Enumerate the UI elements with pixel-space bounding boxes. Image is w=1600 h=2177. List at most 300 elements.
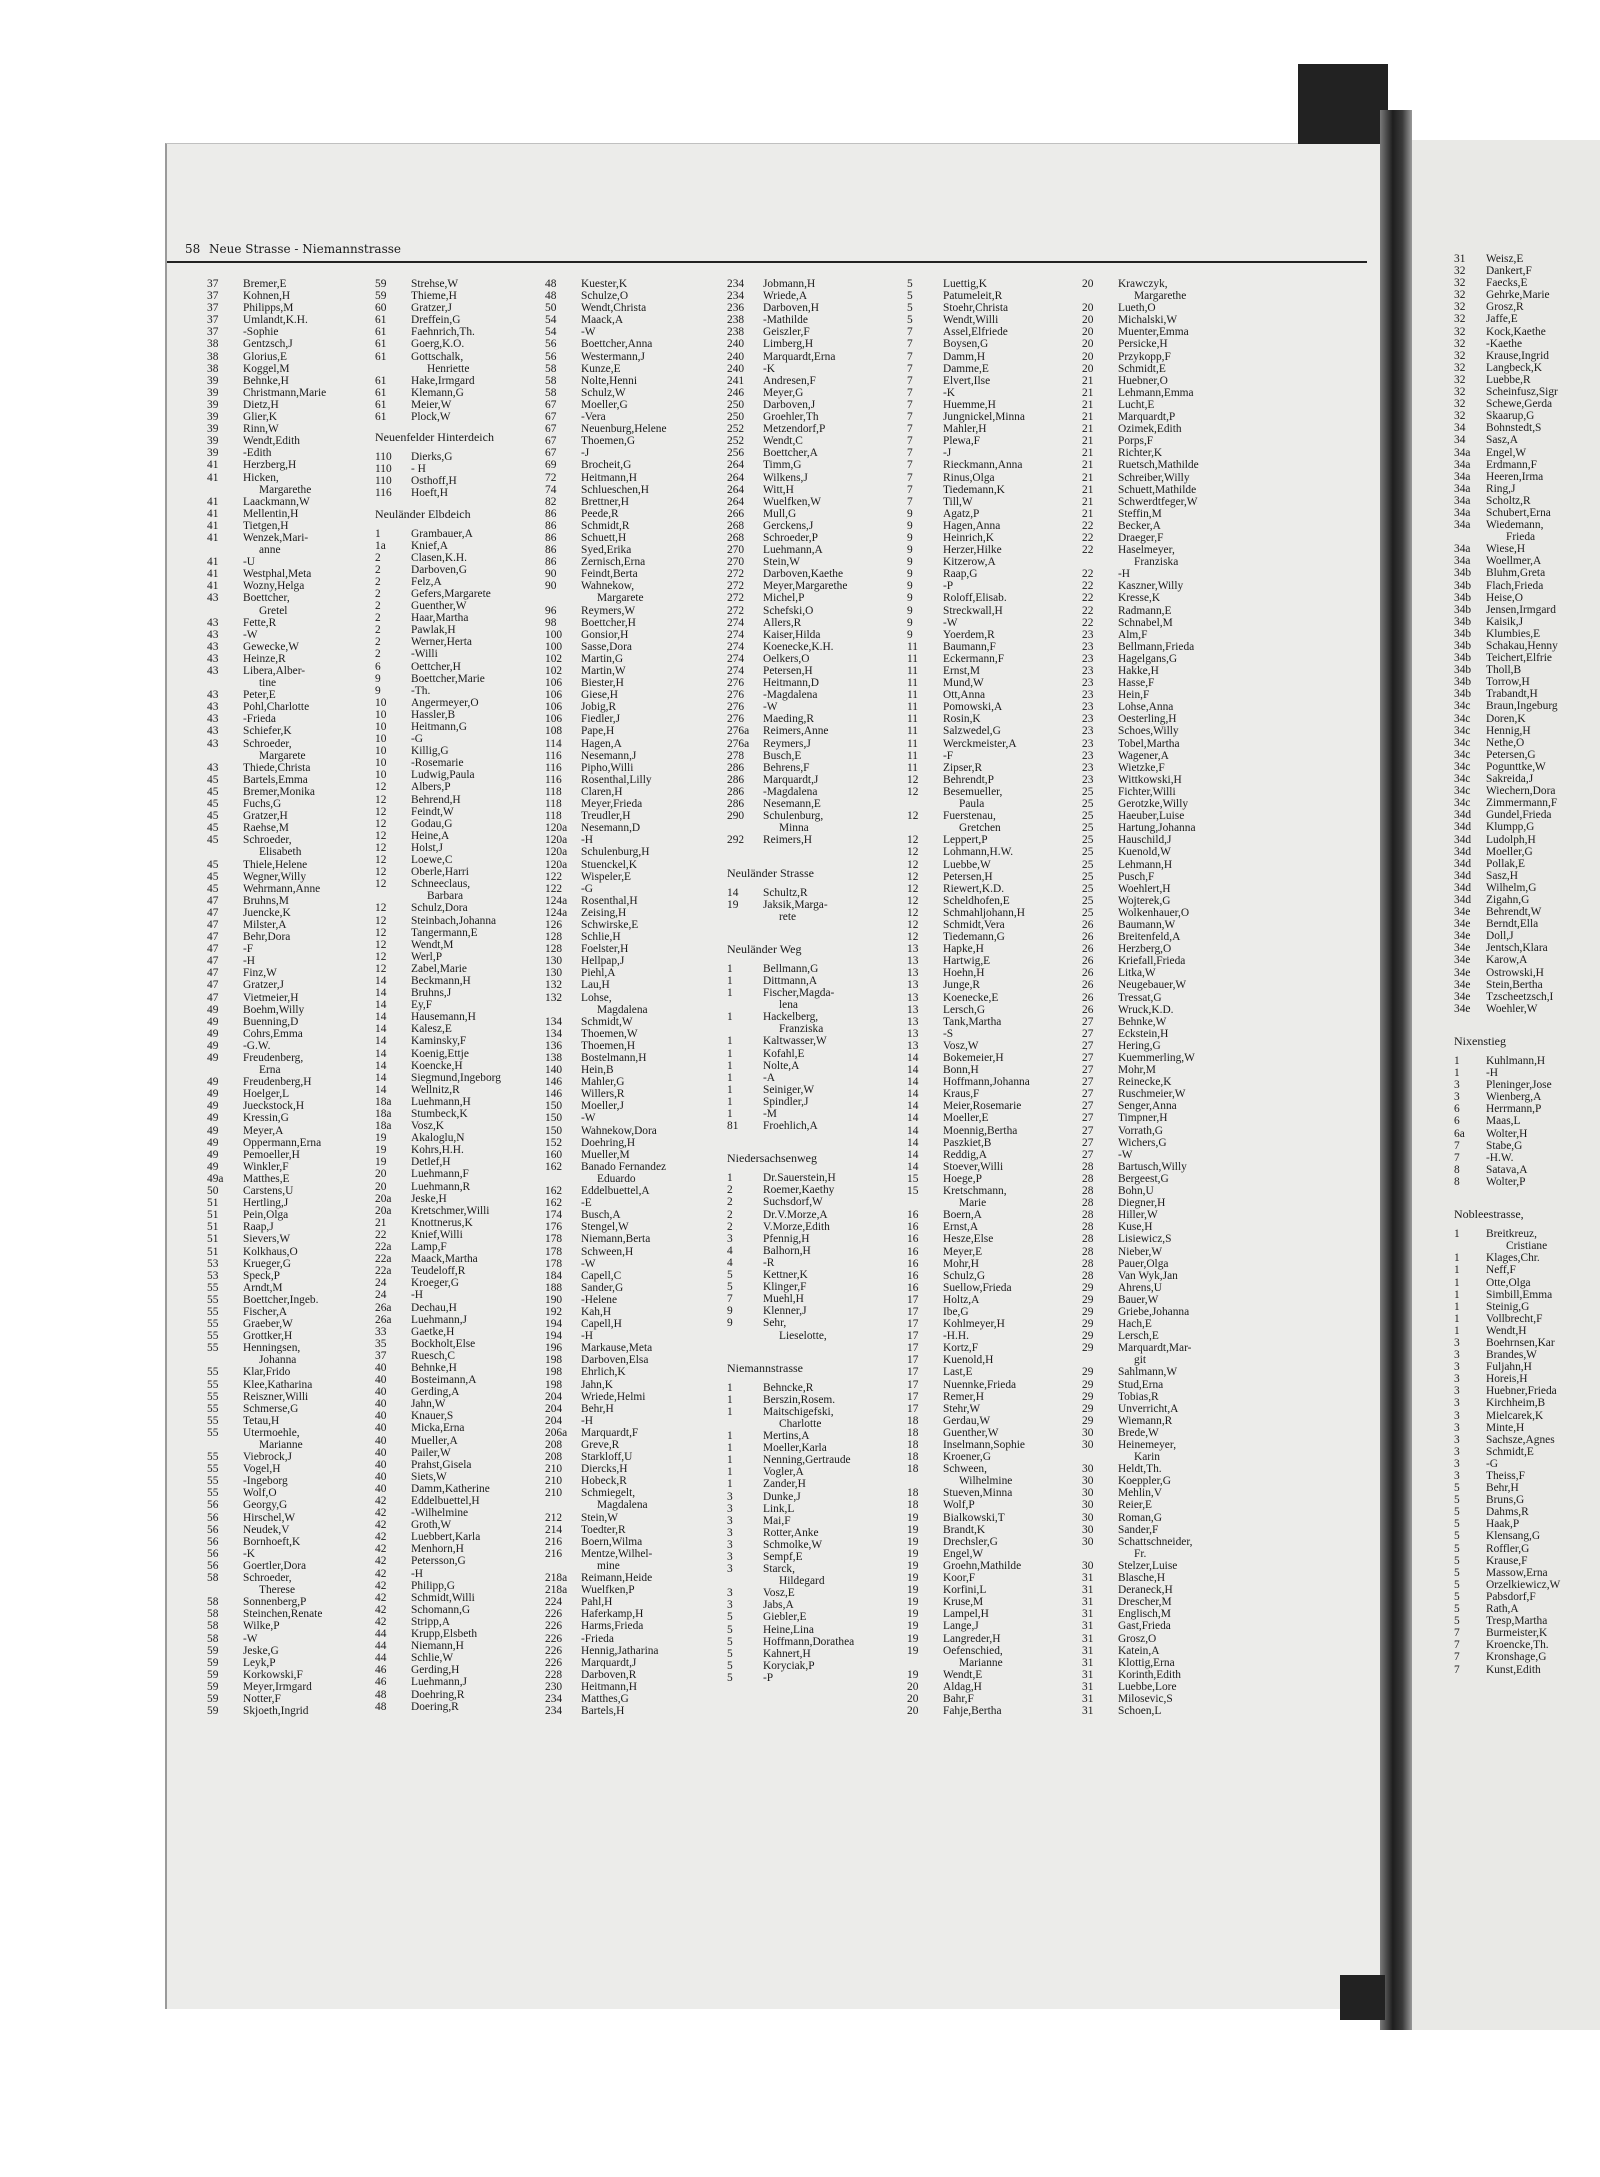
resident-name: Finz,W [243,967,277,980]
resident-name: Persicke,H [1118,338,1168,351]
resident-name: Meyer,Margarethe [763,580,848,593]
resident-name: Eckstein,H [1118,1027,1169,1040]
directory-entry [727,1417,822,1430]
house-number: 22 [1082,604,1094,617]
house-number: 28 [1082,1257,1094,1270]
directory-entry [1454,1651,1547,1664]
house-number: 27 [1082,1076,1094,1089]
house-number: 31 [1082,1692,1094,1705]
resident-name: Schwerdtfeger,W [1118,495,1198,508]
house-number: 47 [207,931,219,944]
house-number: 9 [907,580,913,593]
house-number: 82 [545,495,557,508]
house-number: 39 [207,374,219,387]
resident-name: Litka,W [1118,967,1156,980]
directory-entry [375,1604,494,1616]
resident-name: Schuett,Mathilde [1118,483,1197,496]
resident-name: Schmerse,G [243,1402,299,1415]
house-number: 226 [545,1644,563,1657]
house-number: 276 [727,689,745,702]
house-number: 13 [907,991,919,1004]
house-number: 106 [545,701,563,714]
resident-name: Hildegard [779,1575,825,1588]
house-number: 37 [375,1349,387,1362]
resident-name: Pawlak,H [411,624,456,637]
house-number: 4 [727,1256,733,1269]
resident-name: Herzberg,O [1118,943,1172,956]
resident-name: Kretschmer,Willi [411,1204,490,1217]
resident-name: Kaminsky,F [411,1035,467,1048]
house-number: 162 [545,1160,563,1173]
resident-name: Skaarup,G [1486,410,1535,423]
house-number: 14 [375,999,387,1012]
resident-name: Pein,Olga [243,1209,289,1222]
resident-name: -E [581,1197,592,1210]
directory-entry [727,435,817,447]
resident-name: Jeske,H [411,1192,447,1205]
house-number: 46 [375,1676,387,1689]
house-number: 23 [1082,761,1094,774]
house-number: 252 [727,423,745,436]
house-number: 124a [545,894,568,907]
resident-name: Horeis,H [1486,1373,1528,1386]
house-number: 26 [1082,967,1094,980]
house-number: 12 [907,834,919,847]
resident-name: Schlie,H [581,931,621,944]
resident-name: Vogel,H [243,1463,281,1476]
resident-name: Margarete [597,592,644,605]
house-number: 218a [545,1584,568,1597]
resident-name: Vollbrecht,F [1486,1312,1543,1325]
resident-name: Freudenberg,H [243,1076,312,1089]
resident-name: Magdalena [597,1003,648,1016]
resident-name: Wriede,Helmi [581,1390,646,1403]
resident-name: Pabsdorf,F [1486,1590,1536,1603]
resident-name: Alm,F [1118,628,1148,641]
directory-entry [375,600,494,612]
house-number: 128 [545,943,563,956]
resident-name: Koeppler,G [1118,1475,1171,1488]
directory-entry [1454,410,1535,423]
resident-name: Darboven,G [411,563,467,576]
house-number: 12 [907,894,919,907]
directory-entry [727,1132,817,1144]
house-number: 1 [727,1011,733,1024]
directory-entry [1454,325,1546,338]
resident-name: Torrow,H [1486,676,1530,689]
resident-name: Wittkowski,H [1118,773,1182,786]
house-number: 29 [1082,1330,1094,1343]
resident-name: Ludolph,H [1486,833,1536,846]
house-number: 56 [207,1511,219,1524]
resident-name: Wiese,H [1486,543,1526,556]
resident-name: Kock,Kaethe [1486,325,1546,338]
resident-name: Hagen,A [581,737,622,750]
resident-name: Angermeyer,O [411,696,479,709]
resident-name: Nenning,Gertraude [763,1454,851,1467]
resident-name: Klee,Katharina [243,1378,313,1391]
resident-name: -H [1118,568,1131,581]
resident-name: Boettcher,Ingeb. [243,1293,319,1306]
resident-name: Minna [779,822,809,835]
resident-name: Kroencke,Th. [1486,1639,1549,1652]
house-number: 11 [907,725,918,738]
resident-name: Wilhelm,G [1486,881,1537,894]
directory-entry [375,878,494,890]
resident-name: Dreffein,G [411,314,461,327]
house-number: 26 [1082,955,1094,968]
resident-name: Wriede,A [763,290,808,303]
resident-name: Milosevic,S [1118,1692,1173,1705]
resident-name: Oelkers,O [763,652,810,665]
resident-name: Link,L [763,1502,795,1515]
house-number: 20 [375,1168,387,1181]
house-number: 7 [1454,1139,1460,1152]
resident-name: Kaszner,Willy [1118,580,1184,593]
house-number: 45 [207,798,219,811]
resident-name: Dankert,F [1486,265,1532,278]
house-number: 34a [1454,494,1471,507]
directory-entry [375,1023,494,1035]
house-number: 61 [375,314,387,327]
directory-entry [1454,1373,1528,1386]
house-number: 32 [1454,277,1466,290]
resident-name: Reymers,W [581,604,636,617]
directory-entry [1454,277,1528,290]
resident-name: Pusch,F [1118,870,1155,883]
house-number: 228 [545,1668,563,1681]
resident-name: Korinth,Edith [1118,1668,1181,1681]
directory-entry [727,898,828,911]
directory-entry [727,314,817,326]
resident-name: Fr. [1134,1547,1147,1560]
directory-entry [375,552,494,564]
house-number: 18a [375,1095,392,1108]
resident-name: Wuelfken,P [581,1584,635,1597]
directory-entry [1454,1409,1544,1422]
resident-name: Koenecke,E [943,991,999,1004]
resident-name: Bohn,U [1118,1185,1154,1198]
resident-name: Mund,W [943,677,984,690]
resident-name: Siegmund,Ingeborg [411,1071,501,1084]
house-number: 7 [907,374,913,387]
resident-name: Eddelbuettel,A [581,1185,650,1198]
directory-entry [1454,1264,1524,1276]
resident-name: Streckwall,H [943,604,1003,617]
house-number: 34c [1454,797,1471,810]
resident-name: Schulz,Dora [411,902,468,915]
directory-entry [727,999,817,1011]
resident-name: Karow,A [1486,954,1528,967]
resident-name: Drescher,M [1118,1596,1172,1609]
resident-name: Ibe,G [943,1305,969,1318]
house-number: 196 [545,1342,563,1355]
resident-name: Braun,Ingeburg [1486,700,1558,713]
resident-name: Blasche,H [1118,1572,1166,1585]
house-number: 30 [1082,1523,1094,1536]
house-number: 106 [545,677,563,690]
directory-entry [727,810,824,823]
directory-entry [1454,446,1527,459]
house-number: 32 [1454,410,1466,423]
resident-name: -H [581,834,594,847]
house-number: 218a [545,1572,568,1585]
resident-name: Suchsdorf,W [763,1196,823,1209]
house-number: 42 [375,1615,387,1628]
resident-name: Margarethe [259,483,312,496]
house-number: 5 [727,1647,733,1660]
house-number: 29 [1082,1293,1094,1306]
house-number: 56 [207,1499,219,1512]
house-number: 184 [545,1269,563,1282]
directory-entry [727,472,817,484]
house-number: 32 [1454,313,1466,326]
house-number: 25 [1082,810,1094,823]
directory-entry [727,1023,824,1036]
resident-name: Wenzek,Mari- [243,531,309,544]
directory-entry [1454,386,1558,399]
resident-name: Bahr,F [943,1692,974,1705]
house-number: 40 [375,1374,387,1387]
house-number: 2 [375,624,381,637]
resident-name: Radmann,E [1118,604,1172,617]
resident-name: Fuchs,G [243,798,282,811]
directory-entry [375,830,494,842]
resident-name: Unverricht,A [1118,1402,1179,1415]
house-number: 22 [1082,580,1094,593]
scan-edge-shadow-bottom [1340,1975,1385,2020]
resident-name: lena [779,999,798,1012]
house-number: 12 [907,785,919,798]
directory-entry [375,1289,494,1301]
house-number: 11 [907,689,918,702]
resident-name: Wolf,P [943,1499,975,1512]
resident-name: Leppert,P [943,834,988,847]
resident-name: Roemer,Kaethy [763,1184,835,1197]
resident-name: Steffin,M [1118,507,1162,520]
resident-name: Ozimek,Edith [1118,423,1182,436]
house-number: 2 [375,636,381,649]
house-number: 7 [907,423,913,436]
house-number: 1 [1454,1288,1460,1301]
resident-name: Mahler,H [943,423,987,436]
directory-entry [1454,1361,1532,1374]
resident-name: Ey,F [411,999,433,1012]
house-number: 20a [375,1204,392,1217]
house-number: 240 [727,362,745,375]
resident-name: Wendt,Christa [581,302,647,315]
resident-name: -Magdalena [763,785,818,798]
resident-name: Kuhlmann,H [1486,1055,1546,1067]
resident-name: Pahl,H [581,1596,613,1609]
directory-entry [375,1568,494,1580]
directory-entry [1454,797,1558,810]
house-number: 110 [375,451,392,464]
resident-name: Huebner,O [1118,374,1168,387]
house-number: 23 [1082,689,1094,702]
directory-entry [375,661,494,673]
house-number: 3 [1454,1457,1460,1470]
resident-name: Scheinfusz,Sigr [1486,386,1558,399]
directory-entry [375,1555,494,1567]
house-number: 1 [1454,1312,1460,1325]
house-number: 61 [375,350,387,363]
house-number: 43 [207,761,219,774]
directory-entry [727,1587,817,1599]
directory-entry [727,628,821,641]
directory-entry [727,302,817,314]
resident-name: Kraus,F [943,1088,980,1101]
house-number: 188 [545,1281,563,1294]
directory-entry [1454,361,1542,374]
house-number: 25 [1082,785,1094,798]
directory-entry [727,447,817,459]
resident-name: Michalski,W [1118,314,1178,327]
directory-entry [1454,338,1524,350]
resident-name: Kaiser,Hilda [763,628,821,641]
house-number: 116 [545,749,562,762]
house-number: 41 [207,556,219,569]
house-number: 48 [375,1688,387,1701]
resident-name: V.Morze,Edith [763,1220,830,1233]
directory-entry [375,1701,494,1713]
resident-name: Nolte,A [763,1059,800,1072]
directory-entry [727,1245,817,1257]
resident-name: Luebbert,Karla [411,1531,481,1544]
directory-entry [375,1592,494,1604]
directory-entry [375,914,497,927]
house-number: 44 [375,1628,387,1641]
house-number: 61 [375,374,387,387]
resident-name: Kressin,G [243,1112,289,1125]
directory-entry [1454,1324,1527,1337]
resident-name: Schmiegelt, [581,1487,636,1500]
directory-entry [375,1011,494,1023]
house-number: 7 [907,362,913,375]
resident-name: Niemann,H [411,1640,464,1653]
resident-name: Vogler,A [763,1466,804,1479]
house-number: 55 [207,1414,219,1427]
house-number: 41 [207,531,219,544]
house-number: 69 [545,459,557,472]
resident-name: Plewa,F [943,435,981,448]
house-number: 1 [727,1172,733,1185]
directory-entry [1454,1349,1537,1362]
house-number: 18 [907,1463,919,1476]
directory-entry [375,1229,494,1241]
directory-entry [375,1048,494,1060]
resident-name: Philipps,M [243,302,294,315]
directory-entry [1454,1639,1549,1652]
resident-name: Eddelbuettel,H [411,1495,480,1507]
resident-name: -K [763,362,776,375]
resident-name: -Edith [243,447,272,460]
resident-name: Lersch,G [943,1003,986,1016]
house-number: 17 [907,1402,919,1415]
house-number: 13 [907,1015,919,1028]
resident-name: Rosin,K [943,713,981,726]
house-number: 27 [1082,1015,1094,1028]
resident-name: Cristiane [1506,1240,1548,1253]
house-number: 61 [375,326,387,339]
resident-name: Marquardt,Erna [763,350,836,363]
directory-entry [1454,1663,1541,1676]
house-number: 5 [907,278,913,290]
directory-entry [375,648,494,660]
house-number: 86 [545,556,557,569]
house-number: 1 [1454,1228,1460,1241]
directory-entry [1454,458,1537,471]
house-number: 23 [1082,773,1094,786]
resident-name: Kretschmann, [943,1185,1007,1198]
resident-name: Schmolke,W [763,1538,823,1551]
resident-name: Gerding,H [411,1664,460,1677]
house-number: 19 [907,1632,919,1645]
resident-name: -W [243,628,258,641]
directory-entry [375,351,494,363]
resident-name: Neff,F [1486,1264,1516,1277]
resident-name: Pomowski,A [943,701,1003,714]
house-number: 55 [207,1475,219,1488]
house-number: 5 [907,314,913,327]
directory-entry [1454,543,1524,555]
resident-name: Vorrath,G [1118,1124,1164,1137]
house-number: 286 [727,785,745,798]
directory-entry [1454,1566,1548,1579]
house-number: 272 [727,568,745,581]
house-number: 72 [545,471,557,484]
house-number: 12 [907,846,919,859]
resident-name: Raap,J [243,1221,274,1234]
house-number: 32 [1454,361,1466,374]
house-number: 3 [727,1490,733,1503]
resident-name: Hapke,H [943,943,984,956]
house-number: 34c [1454,748,1471,761]
directory-entry [1454,627,1541,640]
directory-entry [727,1660,817,1672]
resident-name: Witt,H [763,483,794,496]
resident-name: Wojterek,G [1118,894,1171,907]
house-number: 34c [1454,785,1471,798]
directory-entry [1454,881,1537,894]
house-number: 134 [545,1015,563,1028]
house-number: 18 [907,1414,919,1427]
directory-entry [1454,1603,1524,1615]
directory-entry [375,781,494,793]
resident-name: Pape,H [581,725,615,738]
resident-name: -K [243,1547,256,1560]
house-number: 39 [207,386,219,399]
house-number: 23 [1082,749,1094,762]
resident-name: Graeber,W [243,1318,293,1331]
house-number: 22a [375,1253,392,1266]
resident-name: Philipp,G [411,1579,455,1592]
resident-name: Hartung,Johanna [1118,822,1196,835]
house-number: 42 [375,1519,387,1532]
resident-name: Damm,H [943,350,986,363]
resident-name: Berndt,Ella [1486,918,1539,931]
resident-name: Luehmann,H [411,1095,471,1108]
house-number: 120a [545,858,568,871]
directory-entry [727,677,817,689]
resident-name: Matthes,G [581,1692,629,1705]
house-number: 12 [907,810,919,823]
resident-name: Schattschneider, [1118,1535,1193,1548]
resident-name: Akaloglu,N [411,1132,465,1145]
directory-entry [375,1253,494,1265]
resident-name: Lohse, [581,991,612,1004]
house-number: 39 [207,447,219,460]
